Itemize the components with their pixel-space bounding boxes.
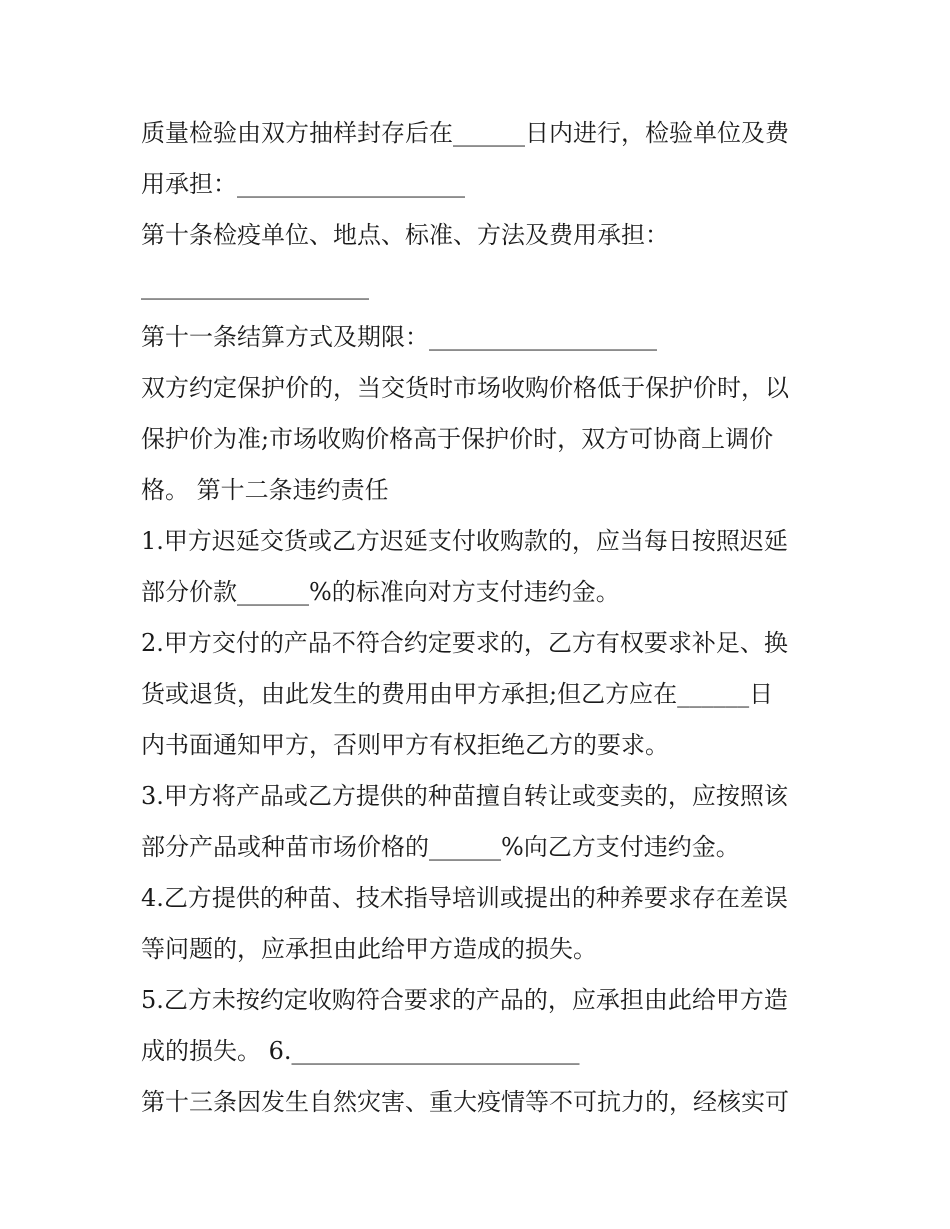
text-line: 内书面通知甲方，否则甲方有权拒绝乙方的要求。 — [141, 731, 669, 759]
text-line: 1.甲方迟延交货或乙方迟延支付收购款的，应当每日按照迟延 — [141, 527, 788, 555]
text-line: ___________________ — [141, 272, 369, 300]
text-line: 质量检验由双方抽样封存后在______日内进行，检验单位及费 — [141, 119, 789, 147]
text-line: 成的损失。 6.________________________ — [141, 1037, 580, 1065]
text-line: 格。 第十二条违约责任 — [141, 476, 389, 504]
text-line: 2.甲方交付的产品不符合约定要求的，乙方有权要求补足、换 — [141, 629, 788, 657]
text-line: 部分产品或种苗市场价格的______%向乙方支付违约金。 — [141, 833, 740, 861]
text-line: 第十一条结算方式及期限：___________________ — [141, 323, 657, 351]
text-line: 等问题的，应承担由此给甲方造成的损失。 — [141, 935, 597, 963]
text-line: 双方约定保护价的，当交货时市场收购价格低于保护价时，以 — [141, 374, 789, 402]
text-line: 部分价款______%的标准向对方支付违约金。 — [141, 578, 620, 606]
text-line: 第十条检疫单位、地点、标准、方法及费用承担： — [141, 221, 669, 249]
document-body — [141, 108, 813, 1128]
text-line: 货或退货，由此发生的费用由甲方承担;但乙方应在______日 — [141, 680, 774, 708]
text-line: 第十三条因发生自然灾害、重大疫情等不可抗力的，经核实可 — [141, 1088, 789, 1116]
text-line: 保护价为准;市场收购价格高于保护价时，双方可协商上调价 — [141, 425, 774, 453]
text-line: 4.乙方提供的种苗、技术指导培训或提出的种养要求存在差误 — [141, 884, 788, 912]
text-line: 用承担：___________________ — [141, 170, 465, 198]
text-line: 5.乙方未按约定收购符合要求的产品的，应承担由此给甲方造 — [141, 986, 788, 1014]
text-line: 3.甲方将产品或乙方提供的种苗擅自转让或变卖的，应按照该 — [141, 782, 788, 810]
